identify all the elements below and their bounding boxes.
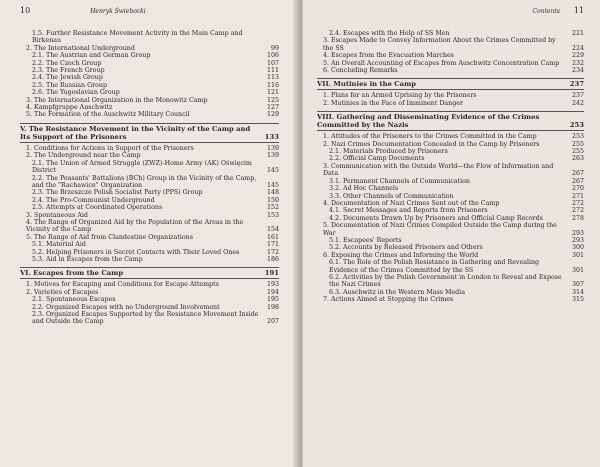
toc-chapter-heading	[20, 267, 279, 279]
toc-entry-page: 253	[571, 133, 584, 141]
toc-entry-title: 1.5. Further Resistance Movement Activity in the Main Camp and Birkenau	[32, 30, 243, 45]
right-running-head: Contents	[532, 8, 560, 15]
toc-entry-title: 4. Escapes from the Evacuation Marches	[323, 52, 454, 60]
toc-entry	[20, 97, 279, 104]
toc-entry	[20, 30, 279, 45]
toc-entry-title: 2.2. Official Camp Documents	[329, 155, 425, 163]
toc-entry	[20, 45, 279, 52]
toc-entry-title: 6.2. Activities by the Polish Government in London to Reveal and Expose the Nazi Crimes	[329, 273, 562, 289]
toc-entry-page: 107	[266, 59, 279, 67]
toc-entry-page: 300	[571, 244, 584, 252]
toc-entry-title: 1. Conditions for Actions in Support of the Prisoners	[26, 144, 194, 152]
toc-entry-title: 1. Motives for Escaping and Conditions for Escape Attempts	[26, 281, 219, 289]
toc-entry	[317, 133, 584, 140]
toc-entry-page: 153	[266, 211, 279, 219]
toc-entry-title: 2. Mutinies in the Face of Imminent Danger	[323, 99, 463, 107]
toc-entry-page: 221	[571, 30, 584, 37]
toc-entry	[317, 222, 584, 237]
toc-entry-title: 2.1. Materials Produced by Prisoners	[329, 148, 448, 156]
toc-entry-title: 2.4. The Jewish Group	[32, 74, 103, 82]
toc-entry	[317, 274, 584, 289]
toc-entry-title: 7. Actions Aimed at Stopping the Crimes	[323, 296, 454, 304]
toc-entry-page: 267	[571, 177, 584, 185]
toc-entry	[20, 60, 279, 67]
toc-entry-page: 127	[266, 104, 279, 112]
toc-entry	[317, 215, 584, 222]
toc-entry-page: 272	[571, 207, 584, 215]
toc-entry-title: 3.1. Permanent Channels of Communication	[329, 177, 470, 185]
toc-entry-title: 5. The Range of Aid from Clandestine Organizations	[26, 233, 193, 241]
toc-entry	[317, 259, 584, 274]
toc-entry-title: 6.1. The Role of the Polish Resistance in Gathering and Revealing Evidence of the Crimes Committed by the SS	[329, 259, 540, 274]
toc-entry-page: 152	[266, 204, 279, 212]
toc-entry	[317, 178, 584, 185]
toc-entry-title: 3. Communication with the Outside World—the Flow of Information and Data	[323, 162, 554, 178]
toc-entry-page: 191	[264, 269, 279, 278]
toc-entry-page: 145	[266, 167, 279, 175]
toc-entry-title: 5.1. Escapees' Reports	[329, 236, 402, 244]
left-toc-list	[20, 30, 279, 326]
toc-entry	[317, 185, 584, 192]
toc-entry-page: 148	[266, 189, 279, 197]
toc-entry-page: 301	[571, 266, 584, 274]
toc-entry	[317, 237, 584, 244]
toc-entry-title: 2.1. The Austrian and German Group	[32, 52, 151, 60]
toc-entry-title: 3.3. Other Channels of Communication	[329, 192, 454, 200]
toc-entry	[20, 82, 279, 89]
toc-entry	[317, 163, 584, 178]
toc-entry-page: 186	[266, 255, 279, 263]
toc-entry-page: 278	[571, 214, 584, 222]
toc-entry-title: 3.2. Ad Hoc Channels	[329, 185, 399, 193]
toc-entry-title: 5.2. Helping Prisoners in Secret Contacts with Their Loved Ones	[32, 248, 240, 256]
toc-entry-page: 193	[266, 281, 279, 289]
toc-entry-title: 4. The Range of Organized Aid by the Population of the Areas in the Vicinity of the Camp	[26, 218, 244, 234]
toc-entry-page: 255	[571, 148, 584, 156]
toc-entry	[317, 155, 584, 162]
toc-entry-page: 154	[266, 226, 279, 234]
toc-entry	[20, 304, 279, 311]
toc-entry-title: 2.2. The Czech Group	[32, 59, 102, 67]
toc-entry	[20, 234, 279, 241]
toc-entry	[317, 141, 584, 148]
toc-entry-page: 293	[571, 236, 584, 244]
toc-entry-title: 2.1. The Union of Armed Struggle (ZWZ)-Home Army (AK) Oświęcim District	[32, 159, 252, 175]
toc-entry-page: 145	[266, 181, 279, 189]
toc-entry	[317, 200, 584, 207]
toc-entry	[20, 311, 279, 326]
toc-entry-title: 2.2. Organized Escapes with no Underground Involvement	[32, 303, 220, 311]
toc-entry-title: VIII. Gathering and Disseminating Evidence of the Crimes Committed by the Nazis	[317, 113, 540, 130]
toc-entry	[317, 60, 584, 67]
toc-entry-title: 5. An Overall Accounting of Escapes from Auschwitz Concentration Camp	[323, 59, 560, 67]
toc-entry-title: 2.4. The Pro-Communist Underground	[32, 196, 155, 204]
toc-entry-page: 253	[569, 121, 584, 130]
toc-entry-title: 2. Varieties of Escapes	[26, 288, 99, 296]
toc-entry	[20, 197, 279, 204]
toc-entry-title: 2.4. Escapes with the Help of SS Men	[329, 30, 450, 37]
left-page-header	[20, 6, 279, 20]
toc-entry	[20, 249, 279, 256]
toc-entry	[20, 296, 279, 303]
toc-entry-title: 3. Spontaneous Aid	[26, 211, 88, 219]
toc-entry-page: 242	[571, 99, 584, 107]
toc-entry	[317, 244, 584, 251]
toc-entry-title: 4.2. Documents Drawn Up by Prisoners and Official Camp Records	[329, 214, 543, 222]
toc-entry-page: 237	[571, 92, 584, 100]
toc-entry-page: 116	[266, 81, 279, 89]
toc-entry	[20, 289, 279, 296]
toc-entry-title: 2. The Underground near the Camp	[26, 152, 141, 160]
toc-entry	[20, 52, 279, 59]
toc-entry-page: 301	[571, 251, 584, 259]
toc-entry-page: 121	[266, 89, 279, 97]
toc-entry-page: 267	[571, 170, 584, 178]
toc-entry	[20, 104, 279, 111]
toc-entry	[317, 207, 584, 214]
toc-entry-title: 5. Documentation of Nazi Crimes Compiled Outside the Camp during the War	[323, 222, 557, 237]
toc-entry-page: 198	[266, 303, 279, 311]
toc-entry-title: 5.2. Accounts by Released Prisoners and Others	[329, 244, 483, 252]
toc-entry	[317, 52, 584, 59]
toc-entry-page: 224	[571, 44, 584, 52]
toc-entry-page: 271	[571, 192, 584, 200]
toc-entry-page: 113	[266, 74, 279, 82]
toc-entry-page: 194	[266, 288, 279, 296]
toc-entry	[317, 289, 584, 296]
toc-entry	[20, 241, 279, 248]
toc-entry	[20, 89, 279, 96]
toc-entry	[20, 281, 279, 288]
toc-entry-page: 293	[571, 229, 584, 237]
toc-entry-title: 2. Nazi Crimes Documentation Concealed in the Camp by Prisoners	[323, 140, 540, 148]
toc-entry-title: 2.1. Spontaneous Escapes	[32, 296, 116, 304]
toc-entry	[317, 92, 584, 99]
toc-entry	[317, 100, 584, 107]
left-page-number: 10	[20, 6, 31, 15]
toc-entry-page: 315	[571, 296, 584, 304]
toc-entry-title: 2.6. The Yugoslavian Group	[32, 89, 120, 97]
toc-entry-title: 1. Plans for an Armed Uprising by the Prisoners	[323, 92, 477, 100]
toc-entry-title: 4.1. Secret Messages and Reports from Prisoners	[329, 207, 488, 215]
toc-entry-title: V. The Resistance Movement in the Vicinity of the Camp and Its Support of the Prisoners	[20, 124, 251, 141]
toc-entry-title: 4. Documentation of Nazi Crimes Sent out of the Camp	[323, 199, 500, 207]
toc-entry-page: 237	[569, 80, 584, 89]
right-page-number: 11	[573, 6, 584, 15]
toc-entry-page: 129	[266, 111, 279, 119]
toc-entry-title: 5.1. Material Aid	[32, 241, 86, 249]
toc-entry	[317, 30, 584, 37]
toc-entry	[317, 296, 584, 303]
toc-entry	[20, 212, 279, 219]
toc-entry-page: 234	[571, 67, 584, 75]
toc-chapter-heading	[317, 111, 584, 131]
toc-entry	[20, 160, 279, 175]
toc-entry-title: 6.3. Auschwitz in the Western Mass Media	[329, 288, 465, 296]
toc-entry	[317, 67, 584, 74]
toc-chapter-heading	[317, 78, 584, 90]
toc-entry	[20, 219, 279, 234]
toc-entry-title: 1. Attitudes of the Prisoners to the Crimes Committed in the Camp	[323, 133, 537, 141]
toc-entry-page: 263	[571, 155, 584, 163]
toc-entry	[20, 111, 279, 118]
right-toc-list	[317, 30, 584, 304]
toc-entry-page: 161	[266, 233, 279, 241]
toc-entry-page: 232	[571, 59, 584, 67]
toc-entry	[317, 193, 584, 200]
toc-entry-page: 111	[266, 67, 279, 75]
toc-entry-page: 139	[266, 152, 279, 160]
toc-entry	[20, 204, 279, 211]
toc-entry	[20, 189, 279, 196]
toc-entry	[20, 67, 279, 74]
toc-entry-title: 6. Concluding Remarks	[323, 67, 398, 75]
toc-entry-title: 4. Kampfgruppe Auschwitz	[26, 104, 113, 112]
toc-entry-page: 195	[266, 296, 279, 304]
toc-entry-title: 5.3. Aid in Escapes from the Camp	[32, 255, 143, 263]
toc-entry-title: 2.5. The Russian Group	[32, 81, 108, 89]
toc-entry-title: 2.2. The Peasants' Battalions (BCh) Group in the Vicinity of the Camp, and the "Rachawice" Organization	[32, 174, 257, 189]
toc-entry	[20, 256, 279, 263]
left-running-head: Henryk Świebocki	[90, 8, 146, 15]
toc-entry-title: 2.3. The French Group	[32, 67, 105, 75]
toc-entry	[317, 252, 584, 259]
toc-entry-title: 2.3. The Brzeszcze Polish Socialist Party (PPS) Group	[32, 189, 203, 197]
toc-entry-page: 307	[571, 281, 584, 289]
left-page	[0, 0, 297, 467]
toc-entry-page: 106	[266, 52, 279, 60]
toc-entry-page: 171	[266, 241, 279, 249]
toc-entry-page: 99	[270, 44, 279, 52]
toc-entry-page: 139	[266, 144, 279, 152]
right-page	[303, 0, 600, 467]
toc-entry-title: 5. The Formation of the Auschwitz Military Council	[26, 111, 190, 119]
toc-entry-page: 229	[571, 52, 584, 60]
toc-entry-page: 172	[266, 248, 279, 256]
right-page-header	[317, 6, 584, 20]
toc-entry-title: 6. Exposing the Crimes and Informing the World	[323, 251, 479, 259]
toc-entry-title: 2.5. Attempts at Coordinated Operations	[32, 204, 163, 212]
toc-entry-title: VII. Mutinies in the Camp	[317, 80, 417, 89]
toc-entry-title: 2. The International Underground	[26, 44, 135, 52]
toc-entry-page: 133	[264, 132, 279, 141]
toc-entry	[20, 145, 279, 152]
toc-chapter-heading	[20, 123, 279, 143]
toc-entry-page: 255	[571, 140, 584, 148]
toc-entry	[317, 148, 584, 155]
toc-entry-page: 207	[266, 318, 279, 326]
toc-entry	[20, 175, 279, 190]
toc-entry-title: 3. Escapes Made to Convey Information About the Crimes Committed by the SS	[323, 37, 556, 52]
toc-entry-title: 3. The International Organization in the Monowitz Camp	[26, 96, 208, 104]
toc-entry-title: VI. Escapes from the Camp	[20, 269, 124, 278]
toc-entry-page: 150	[266, 196, 279, 204]
toc-entry-title: 2.3. Organized Escapes Supported by the Resistance Movement Inside and Outside the Camp	[32, 311, 259, 326]
toc-entry	[317, 37, 584, 52]
toc-entry-page: 270	[571, 185, 584, 193]
toc-entry-page: 125	[266, 96, 279, 104]
toc-entry-page: 272	[571, 199, 584, 207]
toc-entry	[20, 74, 279, 81]
toc-entry-page: 314	[571, 288, 584, 296]
toc-entry	[20, 152, 279, 159]
